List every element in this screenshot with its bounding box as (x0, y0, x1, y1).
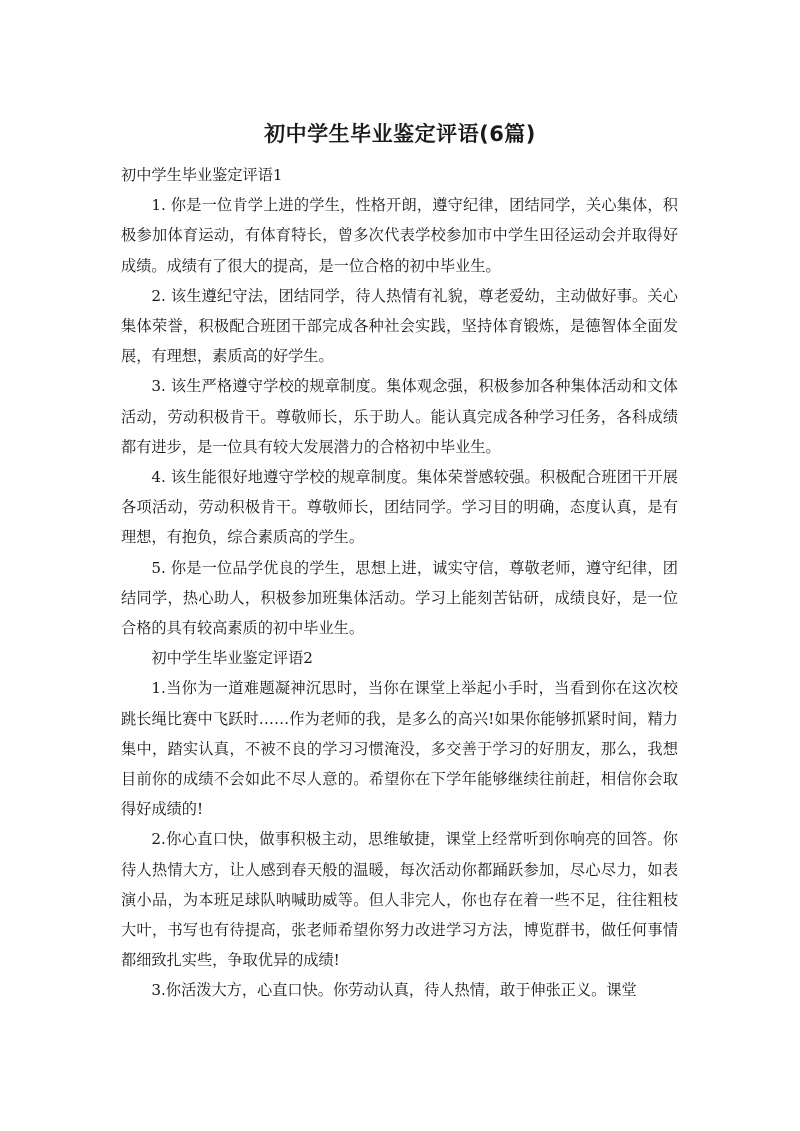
document-title: 初中学生毕业鉴定评语(6篇) (264, 122, 536, 146)
paragraph: 3. 该生严格遵守学校的规章制度。集体观念强，积极参加各种集体活动和文体活动，劳动积极肯干。尊敬师长，乐于助人。能认真完成各种学习任务，各科成绩都有进步，是一位具有较大发展潜力的合格初中毕业生。 (121, 377, 678, 456)
paragraph: 1. 你是一位肯学上进的学生，性格开朗，遵守纪律，团结同学，关心集体，积极参加体育运动，有体育特长，曾多次代表学校参加市中学生田径运动会并取得好成绩。成绩有了很大的提高，是一位合格的初中毕业生。 (121, 196, 678, 275)
paragraph: 2.你心直口快，做事积极主动，思维敏捷，课堂上经常听到你响亮的回答。你待人热情大方，让人感到春天般的温暖，每次活动你都踊跃参加，尽心尽力，如表演小品，为本班足球队呐喊助威等。但人非完人，你也存在着一些不足，往往粗枝大叶，书写也有待提高，张老师希望你努力改进学习方法，博览群书，做任何事情都细致扎实些，争取优异的成绩! (121, 830, 678, 970)
section-heading-2: 初中学生毕业鉴定评语2 (151, 649, 313, 668)
document-body (121, 160, 678, 1006)
paragraph: 3.你活泼大方，心直口快。你劳动认真，待人热情，敢于伸张正义。课堂 (151, 981, 637, 1000)
section-heading-1: 初中学生毕业鉴定评语1 (121, 166, 283, 184)
paragraph: 5. 你是一位品学优良的学生，思想上进，诚实守信，尊敬老师，遵守纪律，团结同学，热心助人，积极参加班集体活动。学习上能刻苦钻研，成绩良好，是一位合格的具有较高素质的初中毕业生。 (121, 558, 678, 638)
paragraph: 2. 该生遵纪守法，团结同学，待人热情有礼貌，尊老爱幼，主动做好事。关心集体荣誉，积极配合班团干部完成各种社会实践，坚持体育锻炼，是德智体全面发展，有理想，素质高的好学生。 (121, 286, 678, 366)
paragraph: 1.当你为一道难题凝神沉思时，当你在课堂上举起小手时，当看到你在这次校跳长绳比赛中飞跃时……作为老师的我，是多么的高兴!如果你能够抓紧时间，精力集中，踏实认真，不被不良的学习习惯淹没，多交善于学习的好朋友，那么，我想目前你的成绩不会如此不尽人意的。希望你在下学年能够继续往前赶，相信你会取得好成绩的! (121, 679, 678, 819)
paragraph: 4. 该生能很好地遵守学校的规章制度。集体荣誉感较强。积极配合班团干开展各项活动，劳动积极肯干。尊敬师长，团结同学。学习目的明确，态度认真，是有理想，有抱负，综合素质高的学生。 (121, 468, 678, 547)
